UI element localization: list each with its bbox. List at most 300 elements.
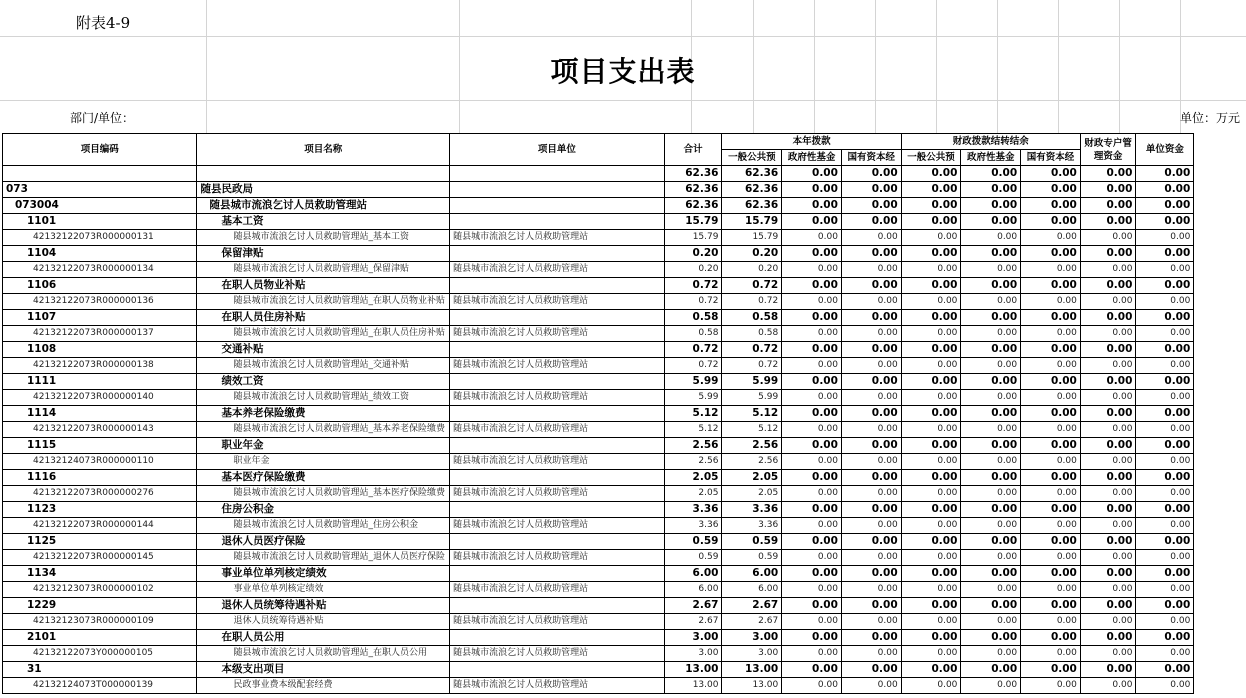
cell-value[interactable]: 0.00 xyxy=(961,678,1021,694)
cell-value[interactable]: 0.00 xyxy=(961,230,1021,246)
cell-value[interactable]: 0.00 xyxy=(1080,358,1136,374)
cell-value[interactable]: 0.00 xyxy=(841,470,901,486)
cell-name[interactable]: 在职人员公用 xyxy=(197,630,450,646)
table-row[interactable] xyxy=(3,534,1246,550)
cell-value[interactable]: 0.00 xyxy=(901,230,961,246)
cell-name[interactable]: 随县民政局 xyxy=(197,182,450,198)
cell-value[interactable]: 13.00 xyxy=(664,662,722,678)
cell-code[interactable]: 1111 xyxy=(3,374,197,390)
cell-value[interactable]: 0.20 xyxy=(722,262,782,278)
cell-unit[interactable] xyxy=(450,342,665,358)
cell-value[interactable]: 0.00 xyxy=(782,422,842,438)
header-carryover[interactable]: 财政拨款结转结余 xyxy=(901,134,1080,150)
cell-name[interactable]: 职业年金 xyxy=(197,438,450,454)
cell-value[interactable]: 0.00 xyxy=(1080,326,1136,342)
cell-code[interactable]: 42132122073R000000136 xyxy=(3,294,197,310)
cell-unit[interactable] xyxy=(450,374,665,390)
cell-value[interactable]: 0.00 xyxy=(782,230,842,246)
cell-unit[interactable]: 随县城市流浪乞讨人员救助管理站 xyxy=(450,326,665,342)
header-current-year[interactable]: 本年拨款 xyxy=(722,134,901,150)
cell-value[interactable]: 0.00 xyxy=(1021,438,1081,454)
cell-value[interactable]: 0.00 xyxy=(841,342,901,358)
cell-value[interactable]: 0.00 xyxy=(961,598,1021,614)
cell-value[interactable]: 0.00 xyxy=(1080,454,1136,470)
cell-value[interactable]: 3.00 xyxy=(664,630,722,646)
table-row[interactable] xyxy=(3,630,1246,646)
cell-value[interactable]: 0.00 xyxy=(901,182,961,198)
cell-value[interactable]: 0.00 xyxy=(841,278,901,294)
cell-value[interactable]: 0.00 xyxy=(1136,390,1194,406)
cell-value[interactable]: 0.00 xyxy=(961,550,1021,566)
cell-unit[interactable]: 随县城市流浪乞讨人员救助管理站 xyxy=(450,230,665,246)
cell-value[interactable]: 0.72 xyxy=(664,358,722,374)
cell-value[interactable]: 0.00 xyxy=(1136,438,1194,454)
cell-value[interactable]: 0.00 xyxy=(901,374,961,390)
cell-value[interactable]: 0.00 xyxy=(901,470,961,486)
cell-value[interactable]: 0.00 xyxy=(1021,246,1081,262)
cell-value[interactable]: 0.00 xyxy=(1136,182,1194,198)
cell-value[interactable]: 0.00 xyxy=(901,342,961,358)
cell-value[interactable]: 0.00 xyxy=(1136,374,1194,390)
cell-value[interactable]: 0.00 xyxy=(1080,646,1136,662)
cell-value[interactable]: 0.00 xyxy=(901,502,961,518)
cell-name[interactable]: 基本医疗保险缴费 xyxy=(197,470,450,486)
cell-value[interactable]: 0.00 xyxy=(901,678,961,694)
cell-value[interactable]: 3.00 xyxy=(664,646,722,662)
cell-value[interactable]: 13.00 xyxy=(722,662,782,678)
cell-value[interactable]: 0.00 xyxy=(961,422,1021,438)
cell-name[interactable]: 随县城市流浪乞讨人员救助管理站_基本医疗保险缴费 xyxy=(197,486,450,502)
cell-value[interactable]: 0.00 xyxy=(1080,406,1136,422)
cell-value[interactable]: 5.12 xyxy=(722,422,782,438)
cell-code[interactable]: 42132122073Y000000105 xyxy=(3,646,197,662)
cell-value[interactable]: 0.00 xyxy=(901,310,961,326)
cell-value[interactable]: 0.59 xyxy=(664,550,722,566)
cell-value[interactable]: 0.00 xyxy=(901,326,961,342)
cell-value[interactable]: 0.00 xyxy=(1080,166,1136,182)
table-row[interactable] xyxy=(3,390,1246,406)
cell-value[interactable]: 0.00 xyxy=(841,630,901,646)
cell-unit[interactable] xyxy=(450,470,665,486)
cell-value[interactable]: 0.00 xyxy=(961,326,1021,342)
table-row[interactable] xyxy=(3,406,1246,422)
cell-unit[interactable] xyxy=(450,534,665,550)
cell-value[interactable]: 0.00 xyxy=(782,166,842,182)
cell-unit[interactable]: 随县城市流浪乞讨人员救助管理站 xyxy=(450,422,665,438)
cell-value[interactable]: 0.20 xyxy=(664,262,722,278)
cell-value[interactable]: 0.00 xyxy=(901,454,961,470)
cell-value[interactable]: 0.00 xyxy=(1080,662,1136,678)
cell-name[interactable]: 职业年金 xyxy=(197,454,450,470)
cell-value[interactable]: 0.00 xyxy=(1080,502,1136,518)
cell-value[interactable]: 0.00 xyxy=(1021,326,1081,342)
cell-value[interactable]: 0.72 xyxy=(722,342,782,358)
table-row[interactable] xyxy=(3,662,1246,678)
cell-unit[interactable] xyxy=(450,598,665,614)
cell-value[interactable]: 0.00 xyxy=(1021,598,1081,614)
cell-value[interactable]: 0.00 xyxy=(782,566,842,582)
table-row[interactable] xyxy=(3,230,1246,246)
cell-name[interactable] xyxy=(197,166,450,182)
cell-unit[interactable] xyxy=(450,214,665,230)
cell-value[interactable]: 0.00 xyxy=(901,630,961,646)
cell-value[interactable]: 0.00 xyxy=(782,598,842,614)
cell-value[interactable]: 0.00 xyxy=(1080,486,1136,502)
cell-name[interactable]: 随县城市流浪乞讨人员救助管理站_基本工资 xyxy=(197,230,450,246)
cell-unit[interactable] xyxy=(450,246,665,262)
cell-value[interactable]: 0.00 xyxy=(1080,230,1136,246)
cell-value[interactable]: 0.00 xyxy=(961,454,1021,470)
cell-value[interactable]: 0.00 xyxy=(841,646,901,662)
cell-value[interactable]: 0.00 xyxy=(782,438,842,454)
cell-value[interactable]: 0.00 xyxy=(961,278,1021,294)
cell-value[interactable]: 0.00 xyxy=(841,390,901,406)
cell-value[interactable]: 0.00 xyxy=(1021,550,1081,566)
cell-value[interactable]: 0.00 xyxy=(1136,646,1194,662)
cell-value[interactable]: 0.00 xyxy=(841,502,901,518)
cell-value[interactable]: 0.00 xyxy=(1136,518,1194,534)
cell-value[interactable]: 0.00 xyxy=(901,646,961,662)
cell-value[interactable]: 15.79 xyxy=(664,230,722,246)
cell-value[interactable]: 0.00 xyxy=(841,198,901,214)
cell-code[interactable]: 42132124073T000000139 xyxy=(3,678,197,694)
cell-unit[interactable]: 随县城市流浪乞讨人员救助管理站 xyxy=(450,614,665,630)
cell-code[interactable]: 073 xyxy=(3,182,197,198)
cell-value[interactable]: 0.00 xyxy=(1021,486,1081,502)
cell-value[interactable]: 0.00 xyxy=(1136,550,1194,566)
table-row[interactable] xyxy=(3,182,1246,198)
table-row[interactable] xyxy=(3,246,1246,262)
cell-code[interactable]: 42132124073R000000110 xyxy=(3,454,197,470)
cell-code[interactable]: 073004 xyxy=(3,198,197,214)
cell-value[interactable]: 0.00 xyxy=(782,374,842,390)
cell-value[interactable]: 0.00 xyxy=(841,662,901,678)
header-general-budget-carry[interactable]: 一般公共预 xyxy=(901,150,961,166)
cell-code[interactable]: 1104 xyxy=(3,246,197,262)
cell-unit[interactable]: 随县城市流浪乞讨人员救助管理站 xyxy=(450,358,665,374)
cell-value[interactable]: 0.00 xyxy=(1136,214,1194,230)
cell-name[interactable]: 基本养老保险缴费 xyxy=(197,406,450,422)
cell-value[interactable]: 62.36 xyxy=(664,198,722,214)
cell-value[interactable]: 0.00 xyxy=(841,550,901,566)
cell-value[interactable]: 0.59 xyxy=(722,534,782,550)
cell-name[interactable]: 事业单位单列核定绩效 xyxy=(197,566,450,582)
cell-value[interactable]: 0.00 xyxy=(1021,374,1081,390)
cell-value[interactable]: 0.72 xyxy=(664,342,722,358)
cell-value[interactable]: 0.00 xyxy=(1136,582,1194,598)
cell-value[interactable]: 62.36 xyxy=(722,182,782,198)
cell-name[interactable]: 随县城市流浪乞讨人员救助管理站_交通补贴 xyxy=(197,358,450,374)
cell-name[interactable]: 在职人员住房补贴 xyxy=(197,310,450,326)
cell-code[interactable]: 42132122073R000000144 xyxy=(3,518,197,534)
table-row[interactable] xyxy=(3,454,1246,470)
cell-value[interactable]: 0.00 xyxy=(961,214,1021,230)
cell-value[interactable]: 0.00 xyxy=(961,390,1021,406)
cell-value[interactable]: 0.00 xyxy=(1080,566,1136,582)
cell-code[interactable]: 1108 xyxy=(3,342,197,358)
table-row[interactable] xyxy=(3,422,1246,438)
cell-value[interactable]: 6.00 xyxy=(722,566,782,582)
cell-value[interactable]: 0.58 xyxy=(722,310,782,326)
cell-name[interactable]: 随县城市流浪乞讨人员救助管理站_保留津贴 xyxy=(197,262,450,278)
cell-value[interactable]: 0.00 xyxy=(901,294,961,310)
cell-value[interactable]: 0.00 xyxy=(841,310,901,326)
cell-name[interactable]: 保留津贴 xyxy=(197,246,450,262)
cell-value[interactable]: 0.00 xyxy=(1080,438,1136,454)
cell-value[interactable]: 0.00 xyxy=(961,246,1021,262)
cell-name[interactable]: 随县城市流浪乞讨人员救助管理站_在职人员物业补贴 xyxy=(197,294,450,310)
cell-value[interactable]: 0.00 xyxy=(1080,182,1136,198)
cell-value[interactable]: 0.00 xyxy=(961,182,1021,198)
cell-code[interactable]: 42132122073R000000276 xyxy=(3,486,197,502)
cell-value[interactable]: 0.00 xyxy=(782,310,842,326)
header-code[interactable]: 项目编码 xyxy=(3,134,197,166)
cell-value[interactable]: 0.72 xyxy=(664,278,722,294)
cell-value[interactable]: 0.00 xyxy=(1080,310,1136,326)
cell-value[interactable]: 0.00 xyxy=(901,614,961,630)
cell-value[interactable]: 15.79 xyxy=(722,214,782,230)
cell-value[interactable]: 0.00 xyxy=(841,294,901,310)
cell-unit[interactable] xyxy=(450,630,665,646)
cell-value[interactable]: 0.00 xyxy=(901,406,961,422)
cell-value[interactable]: 0.00 xyxy=(1080,294,1136,310)
cell-value[interactable]: 0.58 xyxy=(664,326,722,342)
cell-name[interactable]: 随县城市流浪乞讨人员救助管理站_绩效工资 xyxy=(197,390,450,406)
cell-code[interactable]: 42132122073R000000131 xyxy=(3,230,197,246)
cell-value[interactable]: 0.00 xyxy=(1080,278,1136,294)
cell-value[interactable]: 0.00 xyxy=(782,262,842,278)
table-row[interactable] xyxy=(3,486,1246,502)
cell-unit[interactable]: 随县城市流浪乞讨人员救助管理站 xyxy=(450,262,665,278)
cell-value[interactable]: 62.36 xyxy=(664,182,722,198)
cell-code[interactable]: 1134 xyxy=(3,566,197,582)
cell-value[interactable]: 0.00 xyxy=(1080,246,1136,262)
cell-value[interactable]: 0.00 xyxy=(1080,678,1136,694)
header-gov-fund[interactable]: 政府性基金 xyxy=(782,150,842,166)
cell-value[interactable]: 0.00 xyxy=(1136,294,1194,310)
cell-value[interactable]: 0.00 xyxy=(1136,278,1194,294)
cell-value[interactable]: 0.00 xyxy=(782,198,842,214)
cell-value[interactable]: 0.00 xyxy=(961,534,1021,550)
cell-value[interactable]: 0.00 xyxy=(1021,198,1081,214)
cell-unit[interactable] xyxy=(450,662,665,678)
cell-value[interactable]: 13.00 xyxy=(722,678,782,694)
cell-value[interactable]: 2.67 xyxy=(664,614,722,630)
cell-value[interactable]: 0.00 xyxy=(782,246,842,262)
cell-code[interactable]: 42132122073R000000140 xyxy=(3,390,197,406)
cell-name[interactable]: 随县城市流浪乞讨人员救助管理站_退休人员医疗保险 xyxy=(197,550,450,566)
cell-value[interactable]: 0.00 xyxy=(841,358,901,374)
cell-code[interactable]: 42132122073R000000143 xyxy=(3,422,197,438)
cell-value[interactable]: 0.00 xyxy=(1080,550,1136,566)
cell-value[interactable]: 0.00 xyxy=(841,422,901,438)
cell-value[interactable]: 0.00 xyxy=(1021,630,1081,646)
cell-value[interactable]: 0.00 xyxy=(901,390,961,406)
cell-code[interactable]: 1115 xyxy=(3,438,197,454)
cell-value[interactable]: 0.00 xyxy=(961,662,1021,678)
table-row[interactable] xyxy=(3,358,1246,374)
table-row[interactable] xyxy=(3,294,1246,310)
cell-value[interactable]: 0.00 xyxy=(1021,614,1081,630)
cell-value[interactable]: 0.00 xyxy=(782,534,842,550)
cell-value[interactable]: 0.00 xyxy=(901,246,961,262)
cell-name[interactable]: 民政事业费本级配套经费 xyxy=(197,678,450,694)
cell-code[interactable]: 1107 xyxy=(3,310,197,326)
cell-value[interactable]: 0.00 xyxy=(1136,534,1194,550)
cell-value[interactable]: 0.00 xyxy=(961,358,1021,374)
cell-value[interactable]: 5.99 xyxy=(664,374,722,390)
cell-value[interactable]: 0.00 xyxy=(901,662,961,678)
cell-value[interactable]: 0.00 xyxy=(1136,166,1194,182)
cell-value[interactable]: 0.00 xyxy=(1136,678,1194,694)
cell-value[interactable]: 0.00 xyxy=(841,598,901,614)
cell-value[interactable]: 0.00 xyxy=(1021,182,1081,198)
cell-value[interactable]: 0.00 xyxy=(961,614,1021,630)
cell-value[interactable]: 0.00 xyxy=(1080,534,1136,550)
cell-unit[interactable] xyxy=(450,310,665,326)
cell-value[interactable]: 0.00 xyxy=(841,534,901,550)
cell-value[interactable]: 0.00 xyxy=(1021,358,1081,374)
cell-value[interactable]: 0.00 xyxy=(901,278,961,294)
cell-value[interactable]: 0.00 xyxy=(961,294,1021,310)
cell-value[interactable]: 0.00 xyxy=(1080,518,1136,534)
cell-value[interactable]: 0.00 xyxy=(1080,598,1136,614)
cell-value[interactable]: 0.00 xyxy=(841,326,901,342)
header-total[interactable]: 合计 xyxy=(664,134,722,166)
cell-unit[interactable]: 随县城市流浪乞讨人员救助管理站 xyxy=(450,550,665,566)
cell-unit[interactable] xyxy=(450,278,665,294)
cell-value[interactable]: 0.00 xyxy=(841,374,901,390)
cell-value[interactable]: 0.00 xyxy=(1021,646,1081,662)
cell-value[interactable]: 0.00 xyxy=(782,294,842,310)
cell-value[interactable]: 5.99 xyxy=(722,390,782,406)
cell-value[interactable]: 0.20 xyxy=(722,246,782,262)
cell-value[interactable]: 0.00 xyxy=(1021,278,1081,294)
cell-value[interactable]: 0.00 xyxy=(1021,422,1081,438)
cell-value[interactable]: 0.00 xyxy=(1136,230,1194,246)
cell-value[interactable]: 0.00 xyxy=(901,438,961,454)
cell-value[interactable]: 0.00 xyxy=(1080,390,1136,406)
cell-unit[interactable] xyxy=(450,502,665,518)
cell-value[interactable]: 0.00 xyxy=(1021,470,1081,486)
cell-value[interactable]: 0.00 xyxy=(901,518,961,534)
cell-unit[interactable] xyxy=(450,198,665,214)
cell-value[interactable]: 0.00 xyxy=(961,310,1021,326)
cell-value[interactable]: 0.00 xyxy=(841,438,901,454)
cell-value[interactable]: 2.67 xyxy=(722,614,782,630)
cell-value[interactable]: 0.00 xyxy=(1021,502,1081,518)
cell-value[interactable]: 0.00 xyxy=(841,518,901,534)
cell-value[interactable]: 0.00 xyxy=(1021,166,1081,182)
cell-value[interactable]: 0.00 xyxy=(1136,566,1194,582)
cell-value[interactable]: 0.00 xyxy=(961,198,1021,214)
cell-value[interactable]: 0.00 xyxy=(1136,310,1194,326)
cell-value[interactable]: 0.00 xyxy=(961,342,1021,358)
header-gov-fund-carry[interactable]: 政府性基金 xyxy=(961,150,1021,166)
cell-code[interactable]: 42132122073R000000145 xyxy=(3,550,197,566)
cell-value[interactable]: 3.36 xyxy=(664,518,722,534)
cell-value[interactable]: 15.79 xyxy=(722,230,782,246)
cell-value[interactable]: 5.12 xyxy=(664,422,722,438)
cell-name[interactable]: 退休人员统筹待遇补贴 xyxy=(197,614,450,630)
header-state-capital-carry[interactable]: 国有资本经 xyxy=(1021,150,1081,166)
cell-value[interactable]: 0.00 xyxy=(1080,214,1136,230)
cell-value[interactable]: 0.00 xyxy=(1080,374,1136,390)
table-row[interactable] xyxy=(3,310,1246,326)
cell-value[interactable]: 0.00 xyxy=(841,406,901,422)
cell-value[interactable]: 0.00 xyxy=(1136,454,1194,470)
table-row[interactable] xyxy=(3,470,1246,486)
cell-value[interactable]: 0.00 xyxy=(961,470,1021,486)
cell-unit[interactable]: 随县城市流浪乞讨人员救助管理站 xyxy=(450,390,665,406)
cell-code[interactable]: 42132122073R000000134 xyxy=(3,262,197,278)
cell-value[interactable]: 0.00 xyxy=(782,182,842,198)
cell-value[interactable]: 0.00 xyxy=(961,438,1021,454)
cell-name[interactable]: 住房公积金 xyxy=(197,502,450,518)
cell-value[interactable]: 5.99 xyxy=(664,390,722,406)
header-special-fund[interactable]: 财政专户管理资金 xyxy=(1080,134,1136,166)
cell-value[interactable]: 0.00 xyxy=(841,566,901,582)
cell-value[interactable]: 0.00 xyxy=(1080,198,1136,214)
cell-value[interactable]: 0.00 xyxy=(782,502,842,518)
cell-value[interactable]: 0.00 xyxy=(901,566,961,582)
cell-value[interactable]: 0.00 xyxy=(1021,342,1081,358)
cell-value[interactable]: 0.00 xyxy=(841,678,901,694)
cell-code[interactable]: 1116 xyxy=(3,470,197,486)
cell-value[interactable]: 0.00 xyxy=(961,486,1021,502)
cell-code[interactable]: 42132123073R000000109 xyxy=(3,614,197,630)
cell-name[interactable]: 随县城市流浪乞讨人员救助管理站_基本养老保险缴费 xyxy=(197,422,450,438)
cell-value[interactable]: 0.00 xyxy=(961,646,1021,662)
cell-value[interactable]: 0.20 xyxy=(664,246,722,262)
cell-code[interactable]: 42132122073R000000137 xyxy=(3,326,197,342)
cell-value[interactable]: 0.00 xyxy=(901,598,961,614)
cell-code[interactable] xyxy=(3,166,197,182)
cell-code[interactable]: 42132122073R000000138 xyxy=(3,358,197,374)
cell-value[interactable]: 0.00 xyxy=(1021,662,1081,678)
table-row[interactable] xyxy=(3,374,1246,390)
cell-code[interactable]: 1114 xyxy=(3,406,197,422)
table-row[interactable] xyxy=(3,598,1246,614)
cell-value[interactable]: 0.00 xyxy=(782,646,842,662)
cell-name[interactable]: 随县城市流浪乞讨人员救助管理站 xyxy=(197,198,450,214)
cell-value[interactable]: 2.67 xyxy=(664,598,722,614)
cell-value[interactable]: 0.00 xyxy=(901,422,961,438)
cell-value[interactable]: 0.00 xyxy=(1136,630,1194,646)
cell-value[interactable]: 2.56 xyxy=(722,438,782,454)
cell-value[interactable]: 0.00 xyxy=(841,614,901,630)
cell-name[interactable]: 随县城市流浪乞讨人员救助管理站_在职人员住房补贴 xyxy=(197,326,450,342)
cell-value[interactable]: 0.00 xyxy=(1021,582,1081,598)
cell-value[interactable]: 0.00 xyxy=(1136,486,1194,502)
cell-code[interactable]: 1229 xyxy=(3,598,197,614)
cell-value[interactable]: 0.72 xyxy=(722,358,782,374)
cell-value[interactable]: 2.05 xyxy=(664,486,722,502)
header-unit-fund[interactable]: 单位资金 xyxy=(1136,134,1194,166)
cell-code[interactable]: 1125 xyxy=(3,534,197,550)
cell-value[interactable]: 0.00 xyxy=(1136,422,1194,438)
cell-value[interactable]: 0.00 xyxy=(961,262,1021,278)
cell-name[interactable]: 退休人员统筹待遇补贴 xyxy=(197,598,450,614)
cell-unit[interactable]: 随县城市流浪乞讨人员救助管理站 xyxy=(450,678,665,694)
cell-value[interactable]: 0.00 xyxy=(1136,470,1194,486)
cell-code[interactable]: 1101 xyxy=(3,214,197,230)
cell-code[interactable]: 31 xyxy=(3,662,197,678)
cell-value[interactable]: 0.72 xyxy=(722,278,782,294)
cell-unit[interactable]: 随县城市流浪乞讨人员救助管理站 xyxy=(450,518,665,534)
cell-name[interactable]: 绩效工资 xyxy=(197,374,450,390)
cell-code[interactable]: 42132123073R000000102 xyxy=(3,582,197,598)
